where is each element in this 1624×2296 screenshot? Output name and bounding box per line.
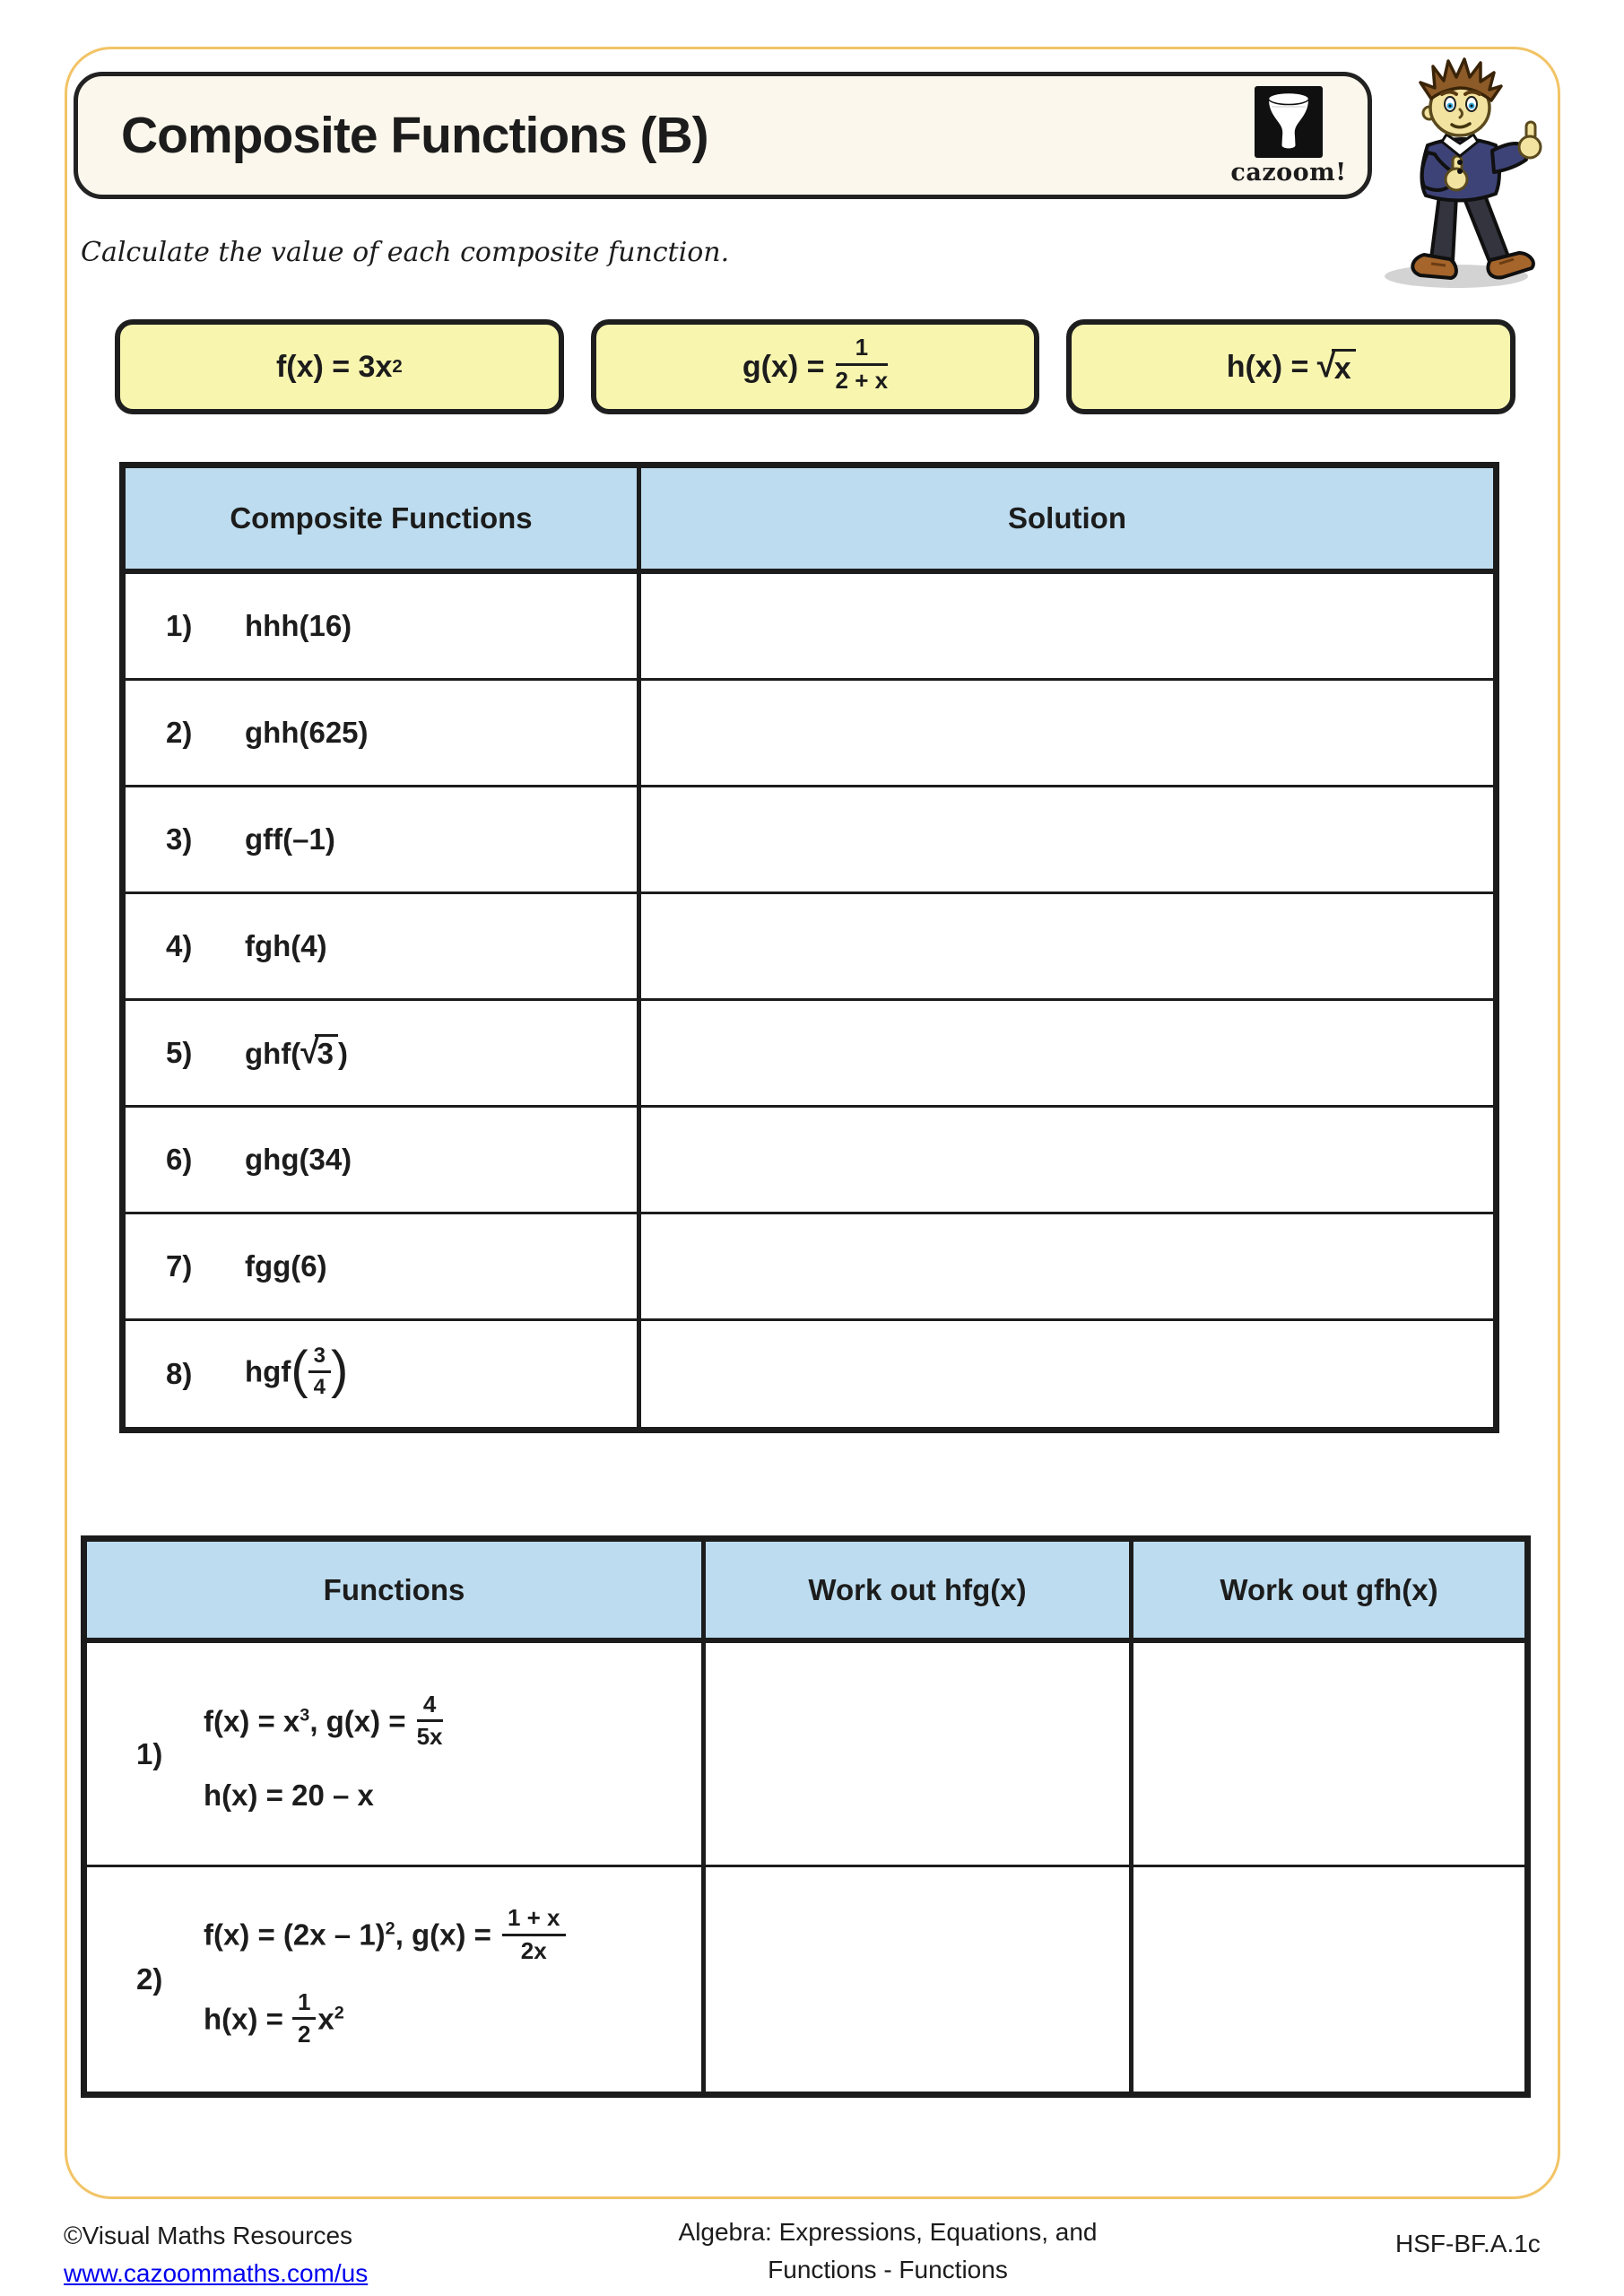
table1-header-solution: Solution: [1008, 501, 1126, 535]
f-definition: f(x) = 3x: [275, 349, 393, 384]
function-box-h: [1066, 319, 1515, 414]
table-row: [126, 894, 1493, 1001]
solution-cell: [641, 894, 1493, 998]
footer-center: [529, 2213, 1246, 2289]
fraction: $\frac{1}{2}$: [292, 1990, 316, 2048]
right-paren: ): [331, 1341, 349, 1399]
work-out-gfh-cell: [1133, 1867, 1524, 2092]
h-definition: h(x) =: [1226, 349, 1309, 384]
table1-header-row: [126, 468, 1493, 574]
question-expression: hgf( $\frac{3}{4}$ ): [245, 1341, 349, 1399]
function-lines: [204, 1690, 443, 1813]
function-lines: [204, 1904, 566, 2049]
question-expression: fgh(4): [245, 929, 327, 962]
table-row: [126, 1214, 1493, 1321]
copyright-text: ©Visual Maths Resources: [64, 2222, 353, 2249]
radical-sign: √: [300, 1033, 317, 1070]
cazoom-logo-text: cazoom!: [1230, 159, 1347, 187]
h-radicand: x: [1332, 349, 1356, 386]
work-out-gfh-cell: [1133, 1643, 1524, 1865]
radical-sign: √: [1316, 346, 1334, 385]
fraction: $\frac{3}{4}$: [308, 1344, 331, 1397]
question-number: 7): [166, 1249, 193, 1283]
question-number: 1): [136, 1736, 163, 1770]
topic-line-2: Functions - Functions: [768, 2256, 1008, 2283]
website-link[interactable]: www.cazoommaths.com/us: [64, 2259, 369, 2287]
table-row: [126, 574, 1493, 681]
question-number: 1): [166, 609, 193, 642]
function-definitions: [115, 319, 1515, 414]
drum-icon: [1254, 85, 1324, 159]
function-line-1: f(x) = (2x – 1)$^2$, g(x) = $\frac{1 + x}{2x}$: [204, 1909, 566, 1966]
question-expression: hhh(16): [245, 609, 352, 642]
function-line-2: h(x) = 20 – x: [204, 1779, 374, 1813]
question-expression: ghf(√3 ): [245, 1033, 348, 1070]
work-out-table: [81, 1535, 1531, 2098]
work-out-hfg-cell: [706, 1867, 1133, 2092]
table-row: [126, 1108, 1493, 1214]
title-box: [74, 72, 1372, 199]
table-row: [126, 1321, 1493, 1427]
table-row: [87, 1643, 1524, 1867]
question-number: 5): [166, 1036, 193, 1069]
function-box-g: [591, 319, 1040, 414]
instruction-text: Calculate the value of each composite function.: [81, 237, 730, 268]
question-expression: ghh(625): [245, 716, 369, 749]
solution-cell: [641, 1321, 1493, 1427]
function-line-2: h(x) = $\frac{1}{2}$ $x^2$: [204, 1988, 344, 2048]
table2-header-functions: Functions: [87, 1542, 706, 1638]
question-number: 3): [166, 822, 193, 856]
fraction: $\frac{4}{5x}$: [416, 1690, 443, 1750]
table2-header-gfh: Work out gfh(x): [1220, 1572, 1438, 1606]
g-definition: g(x) =: [742, 349, 825, 384]
left-paren: (: [291, 1341, 308, 1399]
solution-cell: [641, 681, 1493, 785]
table2-header-hfg: Work out hfg(x): [706, 1542, 1133, 1638]
question-number: 8): [166, 1357, 193, 1390]
page-title: Composite Functions (B): [121, 107, 708, 164]
table-row: [126, 787, 1493, 894]
question-expression: gff(–1): [245, 822, 335, 856]
f-exponent: 2: [392, 356, 403, 377]
cazoom-logo: [1208, 85, 1369, 187]
composite-functions-table: [119, 462, 1499, 1433]
standard-code: HSF-BF.A.1c: [1395, 2230, 1541, 2257]
work-out-hfg-cell: [706, 1643, 1133, 1865]
topic-line-1: Algebra: Expressions, Equations, and: [678, 2218, 1098, 2246]
solution-cell: [641, 1001, 1493, 1105]
question-number: 2): [136, 1962, 163, 1996]
g-fraction: $\frac{1}{2 + x}$: [835, 334, 889, 394]
solution-cell: [641, 1214, 1493, 1318]
function-line-1: $f(x) = x^3$, g(x) = $\frac{4}{5x}$: [204, 1690, 443, 1750]
question-number: 2): [166, 716, 193, 749]
solution-cell: [641, 574, 1493, 678]
footer-left: [64, 2217, 368, 2292]
solution-cell: [641, 1108, 1493, 1212]
table-row: [87, 1867, 1524, 2092]
table-row: [126, 681, 1493, 787]
table1-header-composite-functions: Composite Functions: [126, 468, 641, 569]
question-expression: ghg(34): [245, 1143, 352, 1176]
solution-cell: [641, 787, 1493, 891]
table2-header-row: [87, 1542, 1524, 1643]
table-row: [126, 1001, 1493, 1108]
fraction: $\frac{1 + x}{2x}$: [502, 1906, 566, 1963]
mascot-boy-character: [1365, 54, 1560, 292]
question-number: 4): [166, 929, 193, 962]
function-box-f: [115, 319, 564, 414]
question-expression: fgg(6): [245, 1249, 327, 1283]
question-number: 6): [166, 1143, 193, 1176]
